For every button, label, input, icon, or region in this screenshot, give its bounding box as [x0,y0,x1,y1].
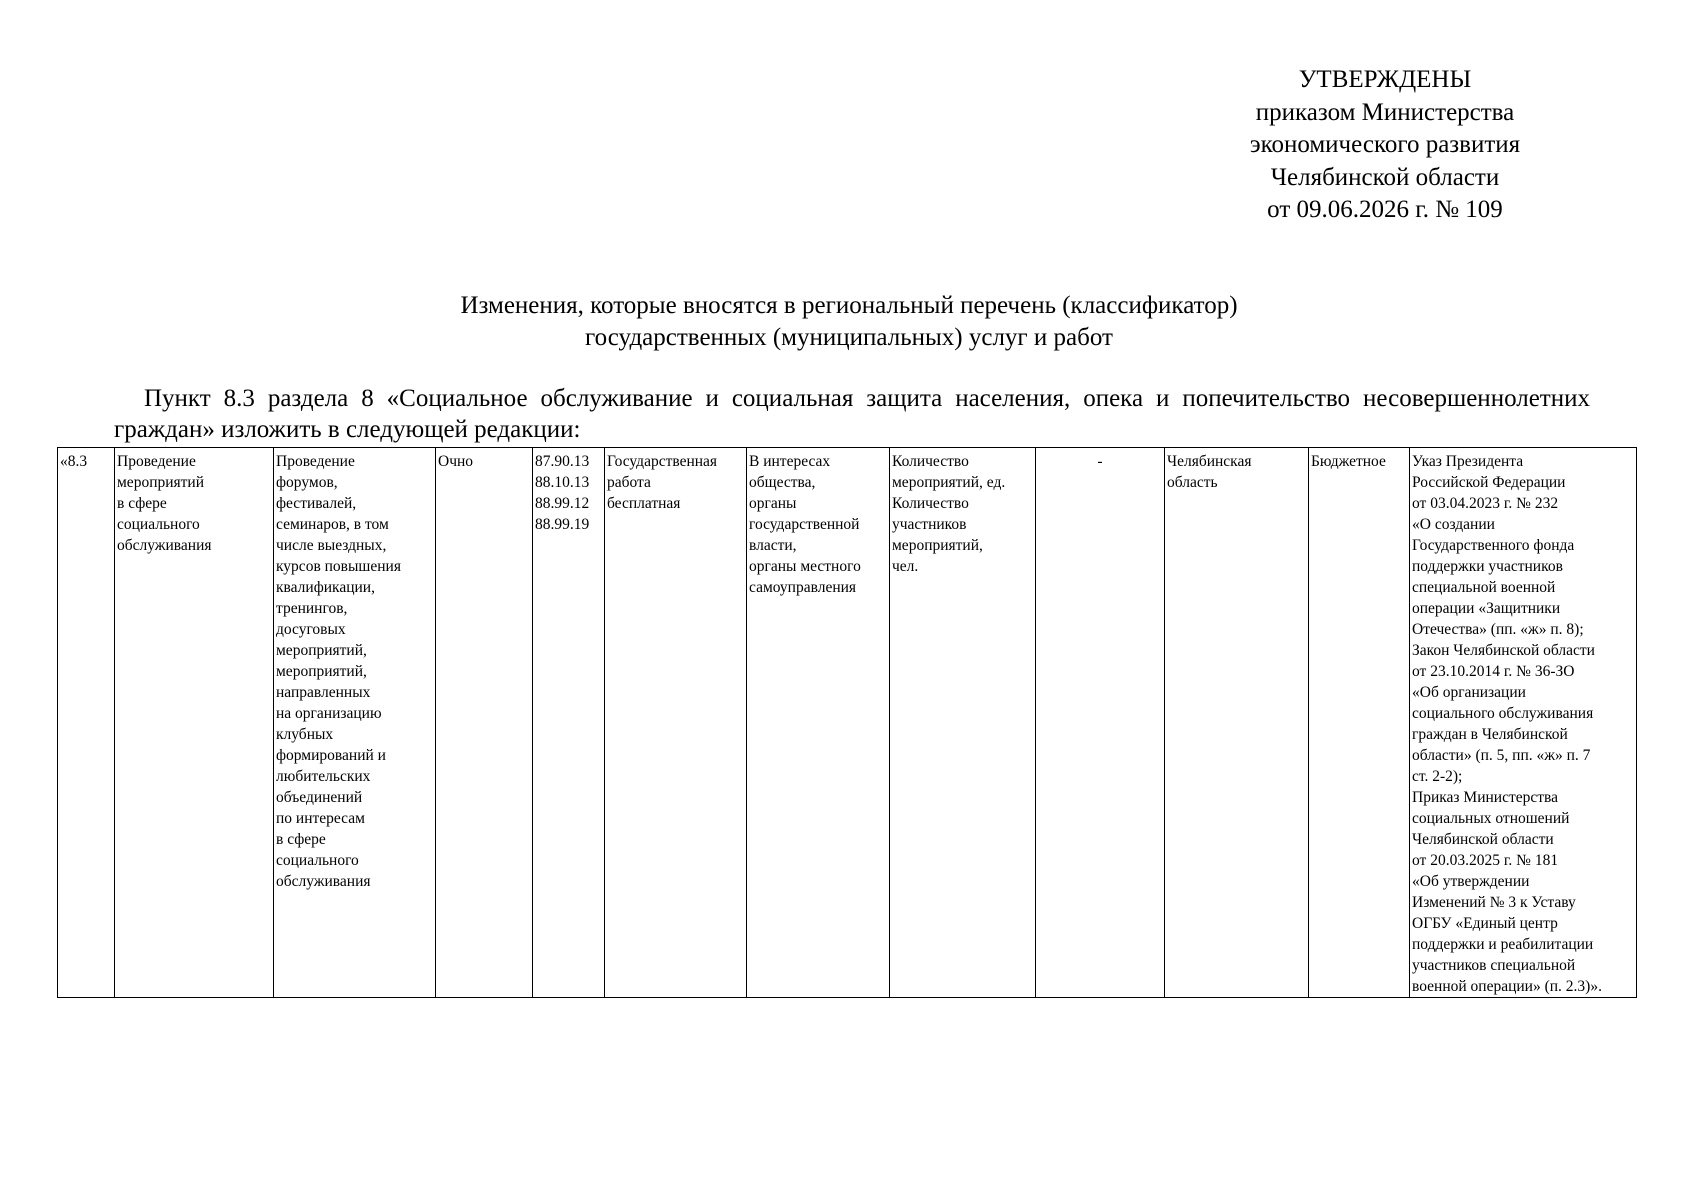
cell-text-line: государственной [749,516,860,533]
approval-ministry-line: экономического развития [1249,131,1521,158]
cell-volume-indicators [890,448,1036,998]
cell-text-line: «8.3 [60,453,88,470]
cell-text-line: 87.90.13 [535,453,590,470]
cell-text-line: области» (п. 5, пп. «ж» п. 7 [1412,747,1591,764]
cell-text-line: числе выездных, [276,537,387,554]
cell-text-line: Количество [892,453,969,470]
cell-text-line: органы [749,495,797,512]
document-title-line: Изменения, которые вносятся в региональный перечень (классификатор) [460,292,1238,319]
cell-text-line: тренингов, [276,600,348,617]
cell-text-line: от 23.10.2014 г. № 36-ЗО [1412,663,1575,680]
cell-text-line: социального [117,516,200,533]
cell-text-line: Проведение [117,453,196,470]
approval-heading: УТВЕРЖДЕНЫ [1298,66,1472,93]
cell-text-line: форумов, [276,474,338,491]
cell-text-line: «Об утверждении [1412,873,1530,890]
cell-service-name [115,448,274,998]
cell-text-line: 88.99.12 [535,495,590,512]
cell-text-line: по интересам [276,810,365,827]
cell-text-line: мероприятий, [276,642,367,659]
cell-text-line: участников специальной [1412,957,1576,974]
cell-text-line: В интересах [749,453,831,470]
table-row [58,448,1637,998]
intro-paragraph: Пункт 8.3 раздела 8 «Социальное обслуживание и социальная защита населения, опека и попечительство несовершеннолетних граждан» изложить в следующей редакции: [114,385,1590,443]
cell-text-line: социального [276,852,359,869]
cell-text-line: специальной военной [1412,579,1556,596]
document-title-line: государственных (муниципальных) услуг и работ [585,324,1113,351]
cell-text-line: Отечества» (пп. «ж» п. 8); [1412,621,1584,638]
cell-text-line: Государственного фонда [1412,537,1575,554]
approval-date-number: от 09.06.2026 г. № 109 [1267,196,1503,223]
cell-form [436,448,533,998]
cell-text-line: фестивалей, [276,495,357,512]
cell-text-line: работа [607,474,651,491]
cell-text-line: «О создании [1412,516,1495,533]
cell-text-line: Очно [438,453,474,470]
cell-text-line: органы местного [749,558,861,575]
cell-text-line: семинаров, в том [276,516,389,533]
cell-text-line: Челябинской области [1412,831,1554,848]
cell-consumers [747,448,890,998]
cell-text-line: ст. 2-2); [1412,768,1463,785]
cell-text-line: в сфере [276,831,326,848]
cell-text-line: мероприятий, ед. [892,474,1006,491]
cell-text-line: Приказ Министерства [1412,789,1559,806]
cell-text-line: власти, [749,537,797,554]
approval-order-line: приказом Министерства [1255,98,1515,126]
cell-text-line: обслуживания [117,537,212,554]
cell-funding [1309,448,1410,998]
cell-text-line: 88.99.19 [535,516,590,533]
cell-text-line: Российской Федерации [1412,474,1566,491]
cell-text-line: досуговых [276,621,346,638]
cell-content [274,448,436,998]
cell-text-line: на организацию [276,705,382,722]
approval-region-line: Челябинской области [1270,163,1500,191]
document-title [0,290,1698,354]
cell-text-line: ОГБУ «Единый центр [1412,915,1558,932]
cell-type [605,448,747,998]
cell-legal-basis [1410,448,1637,998]
cell-text-line: Изменений № 3 к Уставу [1412,894,1576,911]
cell-text-line: поддержки и реабилитации [1412,936,1594,953]
cell-text-line: участников [892,516,967,533]
cell-text-line: - [1097,453,1103,470]
cell-text-line: бесплатная [607,495,681,512]
cell-text-line: в сфере [117,495,167,512]
cell-text-line: общества, [749,474,816,491]
cell-text-line: социального обслуживания [1412,705,1594,722]
cell-okved-codes [533,448,605,998]
cell-text-line: от 03.04.2023 г. № 232 [1412,495,1559,512]
cell-text-line: Указ Президента [1412,453,1524,470]
cell-text-line: социальных отношений [1412,810,1570,827]
approval-stamp [1200,64,1570,227]
cell-text-line: самоуправления [749,579,857,596]
cell-text-line: военной операции» (п. 2.3)». [1412,978,1602,995]
cell-quality-indicators [1036,448,1165,998]
cell-text-line: Закон Челябинской области [1412,642,1595,659]
cell-text-line: объединений [276,789,363,806]
cell-text-line: область [1167,474,1218,491]
cell-text-line: Проведение [276,453,355,470]
cell-text-line: операции «Защитники [1412,600,1561,617]
cell-text-line: направленных [276,684,371,701]
cell-text-line: чел. [892,558,919,575]
cell-text-line: граждан в Челябинской [1412,726,1568,743]
cell-number [58,448,115,998]
cell-text-line: квалификации, [276,579,375,596]
cell-text-line: мероприятий, [276,663,367,680]
cell-text-line: Челябинская [1167,453,1252,470]
cell-text-line: формирований и [276,747,386,764]
cell-text-line: поддержки участников [1412,558,1563,575]
cell-text-line: от 20.03.2025 г. № 181 [1412,852,1559,869]
cell-text-line: Государственная [607,453,718,470]
cell-text-line: 88.10.13 [535,474,590,491]
cell-territory [1165,448,1309,998]
cell-text-line: любительских [276,768,371,785]
cell-text-line: Бюджетное [1311,453,1386,470]
cell-text-line: Количество [892,495,969,512]
services-register-table [57,447,1637,998]
cell-text-line: обслуживания [276,873,371,890]
cell-text-line: мероприятий, [892,537,983,554]
cell-text-line: «Об организации [1412,684,1526,701]
cell-text-line: мероприятий [117,474,205,491]
cell-text-line: курсов повышения [276,558,401,575]
cell-text-line: клубных [276,726,334,743]
